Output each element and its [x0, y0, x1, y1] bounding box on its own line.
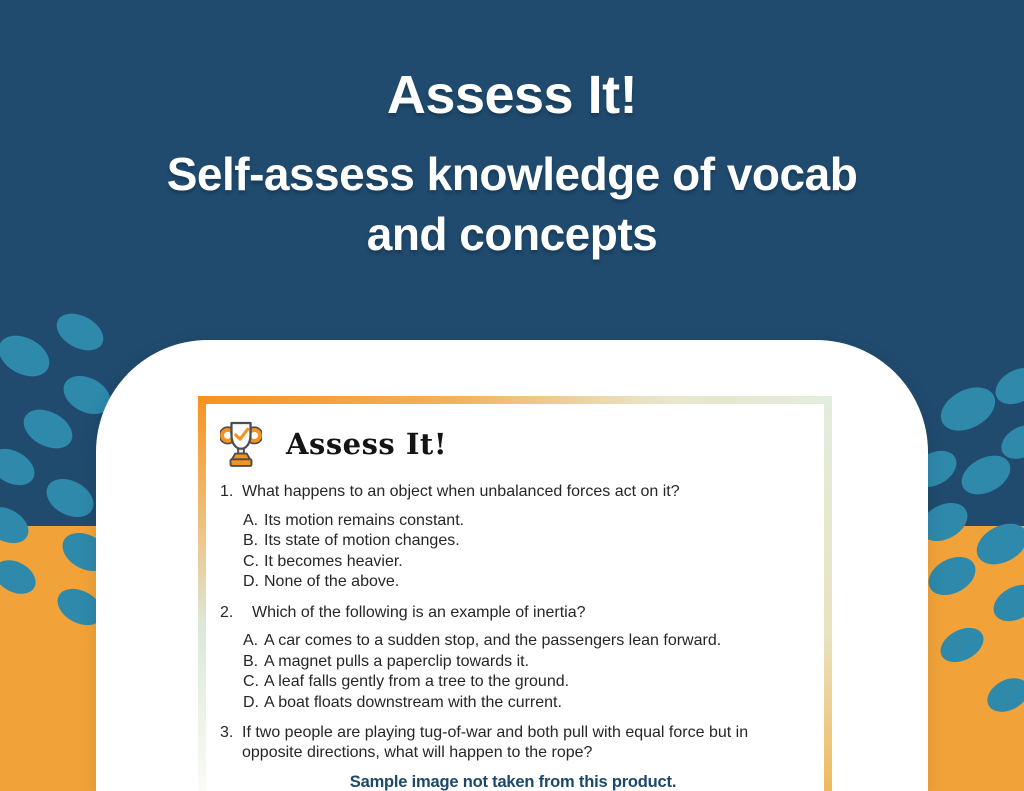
worksheet-page — [198, 396, 832, 791]
trophy-check-icon — [220, 419, 262, 469]
worksheet-header — [220, 420, 806, 468]
option-row — [243, 572, 806, 593]
worksheet-content — [206, 404, 824, 791]
question-1-number: 1. — [220, 483, 234, 500]
option-text: Its state of motion changes. — [264, 532, 460, 549]
option-label: D. — [243, 573, 259, 590]
hero-subtitle — [0, 144, 1024, 264]
option-label: C. — [243, 673, 259, 690]
option-text: None of the above. — [264, 573, 400, 590]
option-text: Its motion remains constant. — [264, 511, 465, 529]
option-row — [243, 693, 806, 714]
worksheet-border-right — [824, 396, 832, 791]
option-text: A magnet pulls a paperclip towards it. — [264, 652, 530, 670]
option-text: It becomes heavier. — [264, 552, 403, 570]
option-text: A boat floats downstream with the current. — [264, 693, 562, 711]
question-1-options — [243, 511, 806, 593]
option-row — [243, 672, 806, 693]
option-label: A. — [243, 511, 259, 529]
hero-title: Assess It! — [386, 65, 638, 125]
question-3 — [220, 723, 806, 763]
option-label: A. — [243, 632, 259, 649]
option-text: A leaf falls gently from a tree to the ground. — [264, 673, 570, 690]
hero — [0, 62, 1024, 264]
worksheet-border-top — [198, 396, 832, 404]
question-3-number: 3. — [220, 724, 234, 741]
option-label: D. — [243, 693, 259, 711]
option-label: C. — [243, 552, 259, 570]
question-2-number: 2. — [220, 603, 234, 621]
option-row — [243, 631, 806, 652]
question-3-text: If two people are playing tug-of-war and both pull with equal force but in opposite directions, what will happen to the rope? — [242, 724, 749, 761]
question-2-text: Which of the following is an example of inertia? — [252, 603, 586, 621]
option-label: B. — [243, 532, 259, 549]
option-row — [243, 552, 806, 573]
worksheet-border-left — [198, 396, 206, 791]
question-2 — [220, 603, 806, 714]
question-list — [220, 482, 806, 763]
question-2-options — [243, 631, 806, 713]
worksheet-title: Assess It! — [286, 427, 448, 461]
question-1 — [220, 482, 806, 593]
option-row — [243, 511, 806, 532]
sample-disclaimer: Sample image not taken from this product. — [349, 773, 677, 791]
hero-subtitle-line2: and concepts — [366, 208, 658, 260]
hero-subtitle-line1: Self-assess knowledge of vocab — [166, 148, 858, 200]
option-row — [243, 531, 806, 552]
option-row — [243, 652, 806, 673]
question-1-text: What happens to an object when unbalanced forces act on it? — [242, 483, 680, 500]
option-label: B. — [243, 652, 259, 670]
option-text: A car comes to a sudden stop, and the passengers lean forward. — [264, 632, 722, 649]
worksheet-preview-card — [96, 340, 928, 791]
